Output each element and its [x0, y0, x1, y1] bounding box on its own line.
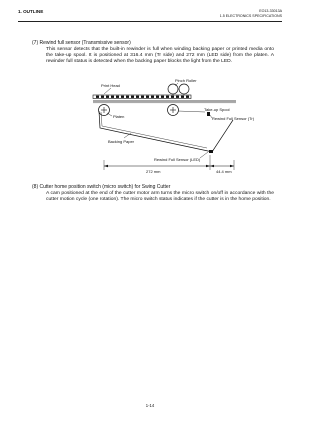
label-rewind-sensor-led: Rewind Full Sensor (LED)	[154, 157, 201, 162]
label-pinch-roller: Pinch Roller	[175, 78, 197, 83]
label-dimension-44: 44.4 mm	[216, 169, 232, 174]
pinch-roller-2	[179, 84, 189, 94]
section-title: 1.5 ELECTRONICS SPECIFICATIONS	[219, 14, 282, 19]
document-number: EO13-33013A	[259, 9, 282, 13]
label-print-head: Print Head	[101, 83, 120, 88]
rewind-sensor-led-mark	[209, 150, 213, 153]
section-7-title: (7) Rewind full sensor (Transmissive sensor)	[32, 40, 131, 46]
section-8-title: (8) Cutter home position switch (micro switch) for Swing Cutter	[32, 184, 171, 190]
section-8-body: A cam positioned at the end of the cutter motor arm turns the micro switch on/off in accordance with the cutter motion cycle (one rotation). The micro switch status indicates if the cutter is in the home position.	[46, 191, 274, 203]
label-rewind-sensor-tr: Rewind Full Sensor (Tr)	[212, 116, 255, 121]
page-number: 1-14	[145, 403, 155, 408]
label-dimension-272: 272 mm	[146, 169, 161, 174]
take-up-spool	[168, 105, 179, 116]
platen-roller	[99, 105, 110, 116]
print-head	[93, 95, 191, 99]
label-platen: Platen	[113, 114, 125, 119]
rewind-sensor-tr-mark	[207, 112, 210, 116]
label-take-up-spool: Take-up Spool	[204, 107, 230, 112]
section-7-body: This sensor detects that the built-in rewinder is full when winding backing paper or printed media onto the take-up spool. It is positioned at 316.4 mm (Tr side) and 272 mm (LED side) from the platen. A rewinder full status is detected when the backing paper blocks the light from the LED.	[46, 47, 274, 65]
pinch-roller-1	[168, 84, 178, 94]
chapter-title: 1. OUTLINE	[18, 9, 44, 14]
label-backing-paper: Backing Paper	[108, 139, 135, 144]
